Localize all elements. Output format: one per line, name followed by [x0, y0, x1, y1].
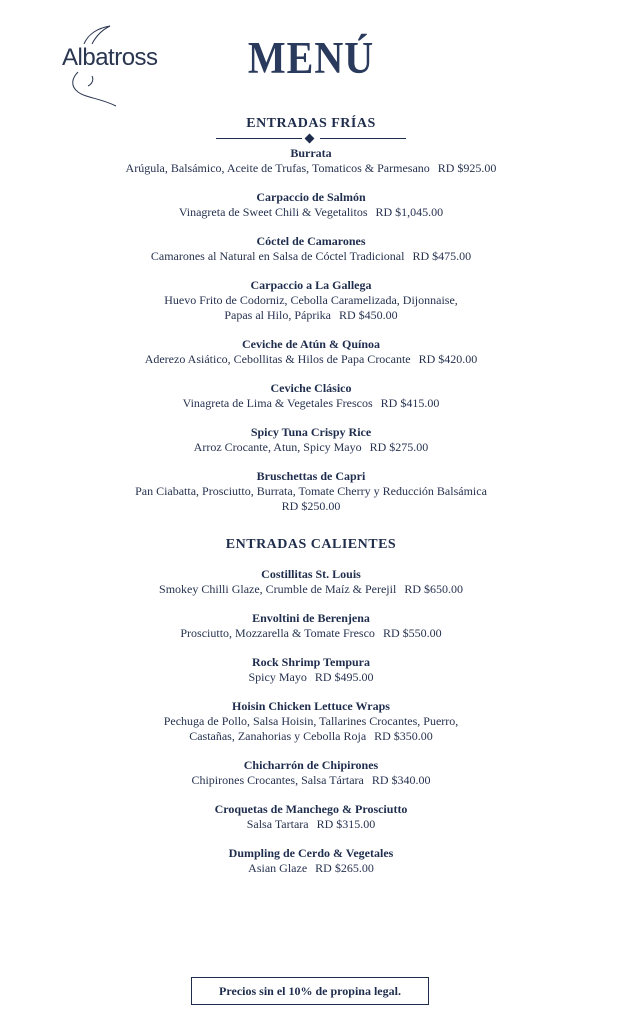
menu-item-name: Envoltini de Berenjena [252, 611, 370, 625]
menu-item-name: Hoisin Chicken Lettuce Wraps [232, 699, 390, 713]
section-header-entradas-calientes [0, 537, 622, 553]
section-title: ENTRADAS CALIENTES [225, 537, 397, 552]
menu-item-name: Carpaccio a La Gallega [250, 278, 372, 292]
brand-name: Albatross [62, 44, 158, 71]
menu-item-description: Pan Ciabatta, Prosciutto, Burrata, Tomate Cherry y Reducción Balsámica [135, 484, 487, 498]
menu-item-name: Rock Shrimp Tempura [251, 655, 371, 669]
menu-item-name: Spicy Tuna Crispy Rice [250, 425, 372, 439]
menu-item-price: RD $925.00 [437, 161, 497, 175]
menu-item-description: Salsa Tartara RD $315.00 [246, 817, 376, 831]
menu-item-name: Croquetas de Manchego & Prosciutto [214, 802, 408, 816]
menu-item-name: Cóctel de Camarones [256, 234, 366, 248]
menu-item-name: Burrata [290, 146, 332, 160]
menu-item-price: RD $1,045.00 [375, 205, 444, 219]
section-divider [216, 134, 406, 144]
menu-item [0, 146, 622, 176]
menu-item-description: Papas al Hilo, Páprika RD $450.00 [224, 308, 398, 322]
menu-item-price: RD $315.00 [316, 817, 376, 831]
menu-item-description: Spicy Mayo RD $495.00 [248, 670, 374, 684]
menu-item-price: RD $650.00 [404, 582, 463, 596]
menu-item-price: RD $250.00 [281, 499, 341, 513]
menu-item-description: Castañas, Zanahorias y Cebolla Roja RD $350.00 [189, 729, 433, 743]
menu-item-price: RD $275.00 [369, 440, 429, 454]
menu-item-price: RD $350.00 [374, 729, 433, 743]
menu-item-description: Pechuga de Pollo, Salsa Hoisin, Tallarines Crocantes, Puerro, [163, 714, 459, 728]
menu-item [0, 190, 622, 220]
footer-note: Precios sin el 10% de propina legal. [191, 977, 429, 1005]
menu-item [0, 758, 622, 788]
menu-item-description: Arúgula, Balsámico, Aceite de Trufas, Tomaticos & Parmesano RD $925.00 [125, 161, 497, 175]
menu-item-price: RD $265.00 [315, 861, 374, 875]
menu-item-name: Chicharrón de Chipirones [243, 758, 379, 772]
menu-item-price: RD $420.00 [418, 352, 478, 366]
menu-item [0, 802, 622, 832]
menu-item-description: Vinagreta de Sweet Chili & Vegetalitos RD $1,045.00 [178, 205, 444, 219]
menu-item [0, 234, 622, 264]
menu-item-description: Chipirones Crocantes, Salsa Tártara RD $340.00 [191, 773, 431, 787]
menu-item-name: Bruschettas de Capri [256, 469, 366, 483]
menu-item-name: Costillitas St. Louis [261, 567, 361, 581]
menu-item [0, 655, 622, 685]
menu-item [0, 699, 622, 744]
menu-item-price: RD $495.00 [314, 670, 374, 684]
menu-item-description: Asian Glaze RD $265.00 [248, 861, 374, 875]
diamond-ornament-icon [305, 134, 315, 144]
menu-item-description: Camarones al Natural en Salsa de Cóctel Tradicional RD $475.00 [150, 249, 472, 263]
menu-item-description: Prosciutto, Mozzarella & Tomate Fresco RD $550.00 [180, 626, 442, 640]
menu-item-price: RD $415.00 [380, 396, 440, 410]
menu-item-name: Ceviche Clásico [270, 381, 352, 395]
menu-item-description: Arroz Crocante, Atun, Spicy Mayo RD $275.00 [193, 440, 429, 454]
page-title: MENÚ [247, 31, 375, 84]
menu-item-description: Huevo Frito de Codorniz, Cebolla Caramelizada, Dijonnaise, [164, 293, 458, 307]
menu-item [0, 469, 622, 514]
menu-item [0, 337, 622, 367]
menu-item [0, 611, 622, 641]
menu-item-description: Vinagreta de Lima & Vegetales Frescos RD $415.00 [182, 396, 440, 410]
menu-item-price: RD $475.00 [412, 249, 472, 263]
menu-item-description: Aderezo Asiático, Cebollitas & Hilos de Papa Crocante RD $420.00 [144, 352, 478, 366]
menu-item-description: Smokey Chilli Glaze, Crumble de Maíz & Perejil RD $650.00 [159, 582, 463, 596]
section-items-entradas-calientes [0, 567, 622, 876]
section-items-entradas-frias [0, 146, 622, 514]
section-header-entradas-frias [0, 116, 622, 144]
menu-item [0, 567, 622, 597]
menu-item-name: Dumpling de Cerdo & Vegetales [228, 846, 394, 860]
menu-item [0, 278, 622, 323]
section-title: ENTRADAS FRÍAS [246, 116, 376, 131]
menu-item [0, 381, 622, 411]
menu-item-name: Ceviche de Atún & Quínoa [241, 337, 380, 351]
menu-item [0, 846, 622, 876]
menu-item-price: RD $450.00 [338, 308, 398, 322]
menu-item-price: RD $340.00 [371, 773, 431, 787]
menu-item-name: Carpaccio de Salmón [256, 190, 366, 204]
menu-item [0, 425, 622, 455]
menu-item-price: RD $550.00 [382, 626, 442, 640]
